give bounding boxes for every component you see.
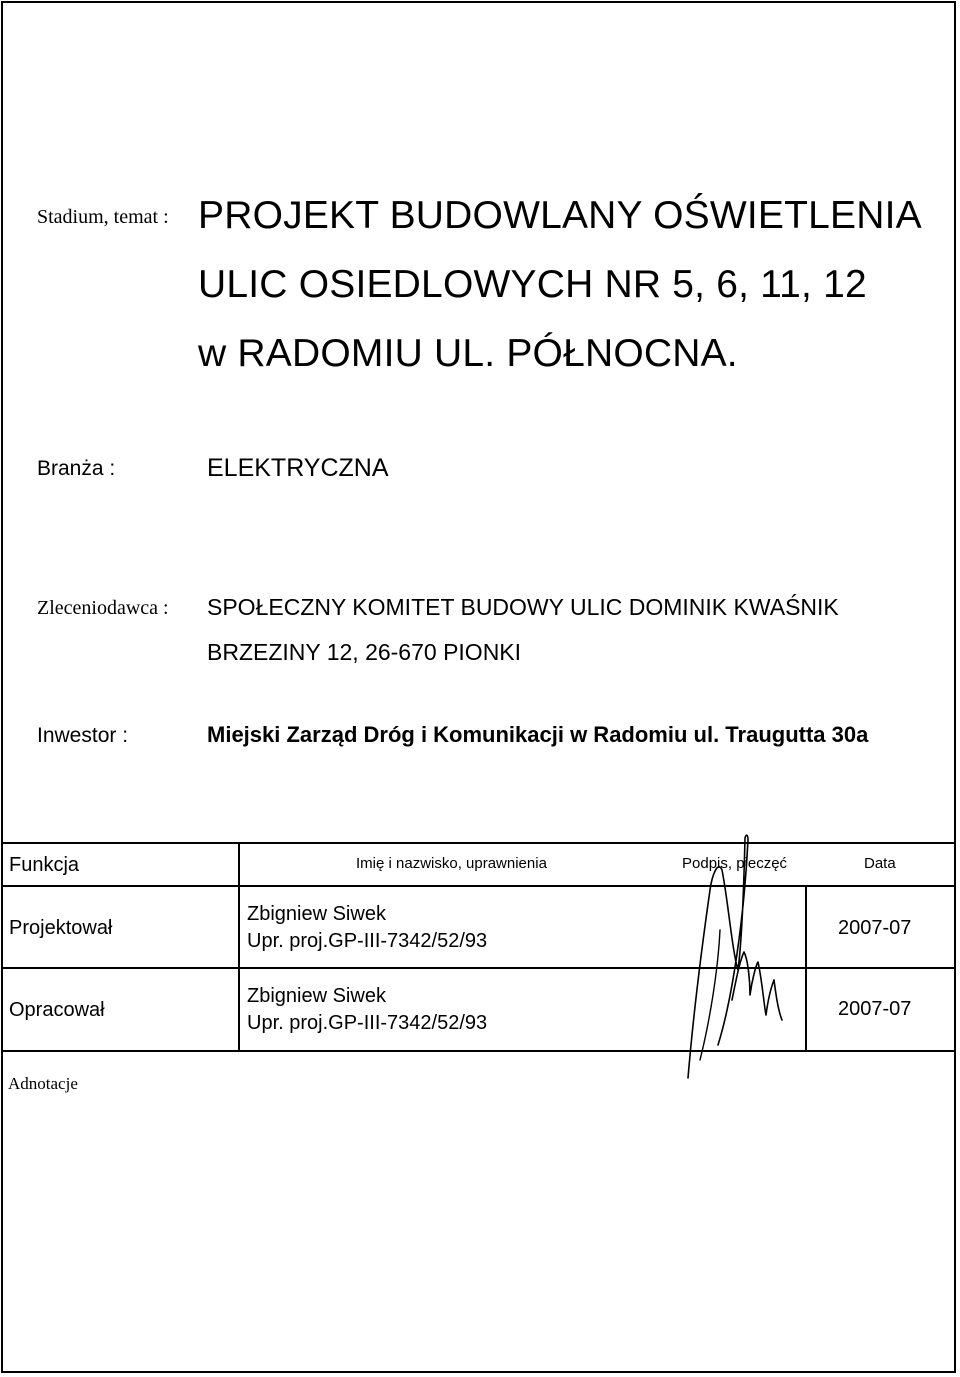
- header-imie-nazwisko: Imię i nazwisko, uprawnienia: [356, 855, 547, 872]
- row-opracowal-date: 2007-07: [838, 998, 912, 1020]
- row-opracowal-uprawnienia: Upr. proj.GP-III-7342/52/93: [247, 1012, 488, 1034]
- adnotacje-label: Adnotacje: [8, 1074, 78, 1093]
- row-projektowal-uprawnienia: Upr. proj.GP-III-7342/52/93: [247, 930, 488, 952]
- row-projektowal-date: 2007-07: [838, 917, 912, 939]
- table-row-divider: [1, 967, 956, 969]
- table-header-divider: [1, 885, 956, 887]
- project-title-line-1: PROJEKT BUDOWLANY OŚWIETLENIA: [198, 194, 922, 237]
- row-projektowal-name: Zbigniew Siwek: [247, 903, 386, 925]
- inwestor-value: Miejski Zarząd Dróg i Komunikacji w Radomiu ul. Traugutta 30a: [207, 722, 869, 747]
- header-funkcja: Funkcja: [9, 854, 80, 876]
- stage-label: Stadium, temat :: [37, 206, 169, 228]
- zleceniodawca-label: Zleceniodawca :: [37, 597, 169, 619]
- branza-value: ELEKTRYCZNA: [207, 454, 389, 482]
- zleceniodawca-line-1: SPOŁECZNY KOMITET BUDOWY ULIC DOMINIK KWAŚNIK: [207, 594, 839, 620]
- row-opracowal-name: Zbigniew Siwek: [247, 985, 386, 1007]
- row-projektowal-funkcja: Projektował: [9, 917, 113, 939]
- row-opracowal-funkcja: Opracował: [9, 999, 105, 1021]
- zleceniodawca-line-2: BRZEZINY 12, 26-670 PIONKI: [207, 639, 522, 665]
- project-title-line-2: ULIC OSIEDLOWYCH NR 5, 6, 11, 12: [198, 263, 867, 306]
- handwritten-signature: [670, 830, 810, 1080]
- branza-label: Branża :: [37, 457, 116, 480]
- inwestor-label: Inwestor :: [37, 724, 129, 747]
- header-data: Data: [864, 855, 896, 872]
- header-podpis-pieczec: Podpis, pieczęć: [682, 855, 788, 872]
- table-column-divider-1: [238, 842, 240, 1052]
- project-title-line-3: w RADOMIU UL. PÓŁNOCNA.: [198, 332, 738, 375]
